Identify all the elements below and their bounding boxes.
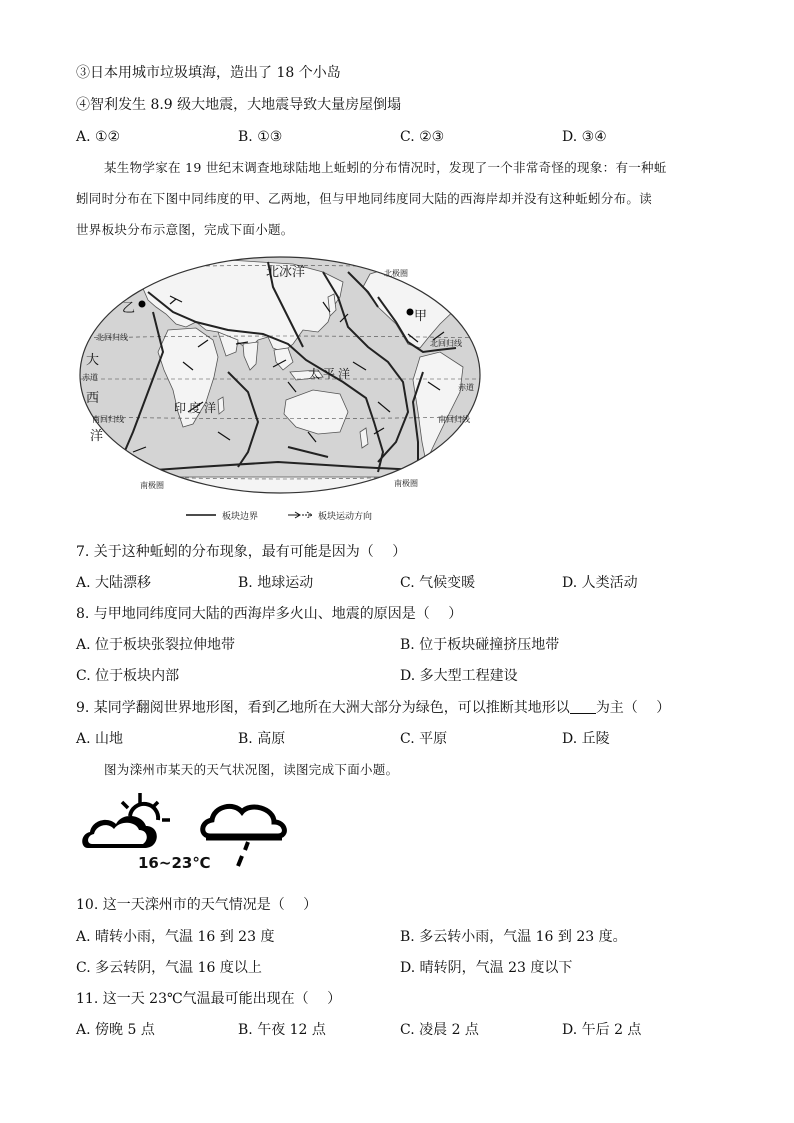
q10-option-a: A. 晴转小雨，气温 16 到 23 度 [76,929,275,945]
q11-option-d: D. 午后 2 点 [562,1022,642,1038]
prev-option-a: A. ①② [76,129,121,145]
q8-option-a: A. 位于板块张裂拉伸地带 [76,637,236,653]
label-indian: 印 度 洋 [174,401,217,415]
label-antarctic-left: 南极圈 [140,481,164,490]
q9-stem-part-a: 9. 某同学翻阅世界地形图，看到乙地所在大洲大部分为绿色，可以推断其地形以 [76,700,570,716]
label-arctic-circle: 北极圈 [384,269,408,278]
jia-point [407,309,414,316]
q8-option-b: B. 位于板块碰撞挤压地带 [400,637,560,653]
world-plate-map [78,252,484,524]
weather-temp: 16~23℃ [138,854,211,872]
label-atlantic-2: 西 [86,390,100,405]
q9-option-d: D. 丘陵 [562,731,610,747]
label-atlantic-1: 大 [86,352,100,367]
intro2: 图为滦州市某天的天气状况图，读图完成下面小题。 [104,762,399,777]
q11-option-c: C. 凌晨 2 点 [400,1022,479,1038]
q10-stem: 10. 这一天滦州市的天气情况是（ ） [76,897,318,913]
map-legend [186,510,372,521]
q9-option-b: B. 高原 [238,731,286,747]
rain-drop-icon [238,842,248,866]
q7-option-d: D. 人类活动 [562,575,638,591]
q9-option-c: C. 平原 [400,731,448,747]
prev-item-4: ④智利发生 8.9 级大地震，大地震导致大量房屋倒塌 [76,97,402,113]
q10-option-c: C. 多云转阴，气温 16 度以上 [76,960,262,976]
q10-option-d: D. 晴转阴，气温 23 度以下 [400,960,573,976]
label-equator-right: 赤道 [458,383,474,392]
legend-motion: 板块运动方向 [318,511,373,521]
prev-item-3: ③日本用城市垃圾填海，造出了 18 个小岛 [76,65,341,81]
rain-cloud-icon [203,806,285,836]
label-pacific: 太 平 洋 [308,367,351,381]
sun-icon [122,793,170,820]
q9-option-a: A. 山地 [76,731,124,747]
q7-option-b: B. 地球运动 [238,575,314,591]
q9-stem [76,699,670,717]
prev-option-d: D. ③④ [562,129,607,145]
q11-option-a: A. 傍晚 5 点 [76,1022,155,1038]
q8-option-c: C. 位于板块内部 [76,668,180,684]
label-tropic-s-right: 南回归线 [438,415,470,424]
label-arctic-ocean: 北冰洋 [266,264,306,279]
legend-boundary: 板块边界 [222,511,259,521]
label-tropic-s-left: 南回归线 [92,415,124,424]
label-jia: 甲 [414,308,428,323]
intro1-line1: 某生物学家在 19 世纪末调查地球陆地上蚯蚓的分布情况时，发现了一个非常奇怪的现象：有一种蚯 [104,160,667,175]
q9-stem-part-b: 为主（ ） [595,700,671,716]
label-yi: 乙 [122,300,136,315]
label-tropic-n-right: 北回归线 [430,339,462,348]
yi-point [139,301,146,308]
q11-stem: 11. 这一天 23℃气温最可能出现在（ ） [76,991,342,1007]
label-equator-left: 赤道 [82,373,98,382]
q7-option-c: C. 气候变暖 [400,575,476,591]
intro1-line2: 蚓同时分布在下图中同纬度的甲、乙两地，但与甲地同纬度同大陆的西海岸却并没有这种蚯蚓分布。读 [76,191,653,206]
q11-option-b: B. 午夜 12 点 [238,1022,326,1038]
prev-option-c: C. ②③ [400,129,445,145]
q9-blank [570,699,596,714]
q8-option-d: D. 多大型工程建设 [400,668,518,684]
q10-option-b: B. 多云转小雨，气温 16 到 23 度。 [400,929,627,945]
prev-option-b: B. ①③ [238,129,283,145]
label-antarctic-right: 南极圈 [394,479,418,488]
intro1-line3: 世界板块分布示意图，完成下面小题。 [76,222,294,237]
label-atlantic-3: 洋 [90,428,104,443]
q8-stem: 8. 与甲地同纬度同大陆的西海岸多火山、地震的原因是（ ） [76,606,463,622]
q7-option-a: A. 大陆漂移 [76,575,152,591]
q7-stem: 7. 关于这种蚯蚓的分布现象，最有可能是因为（ ） [76,544,407,560]
label-tropic-n-left: 北回归线 [96,333,128,342]
